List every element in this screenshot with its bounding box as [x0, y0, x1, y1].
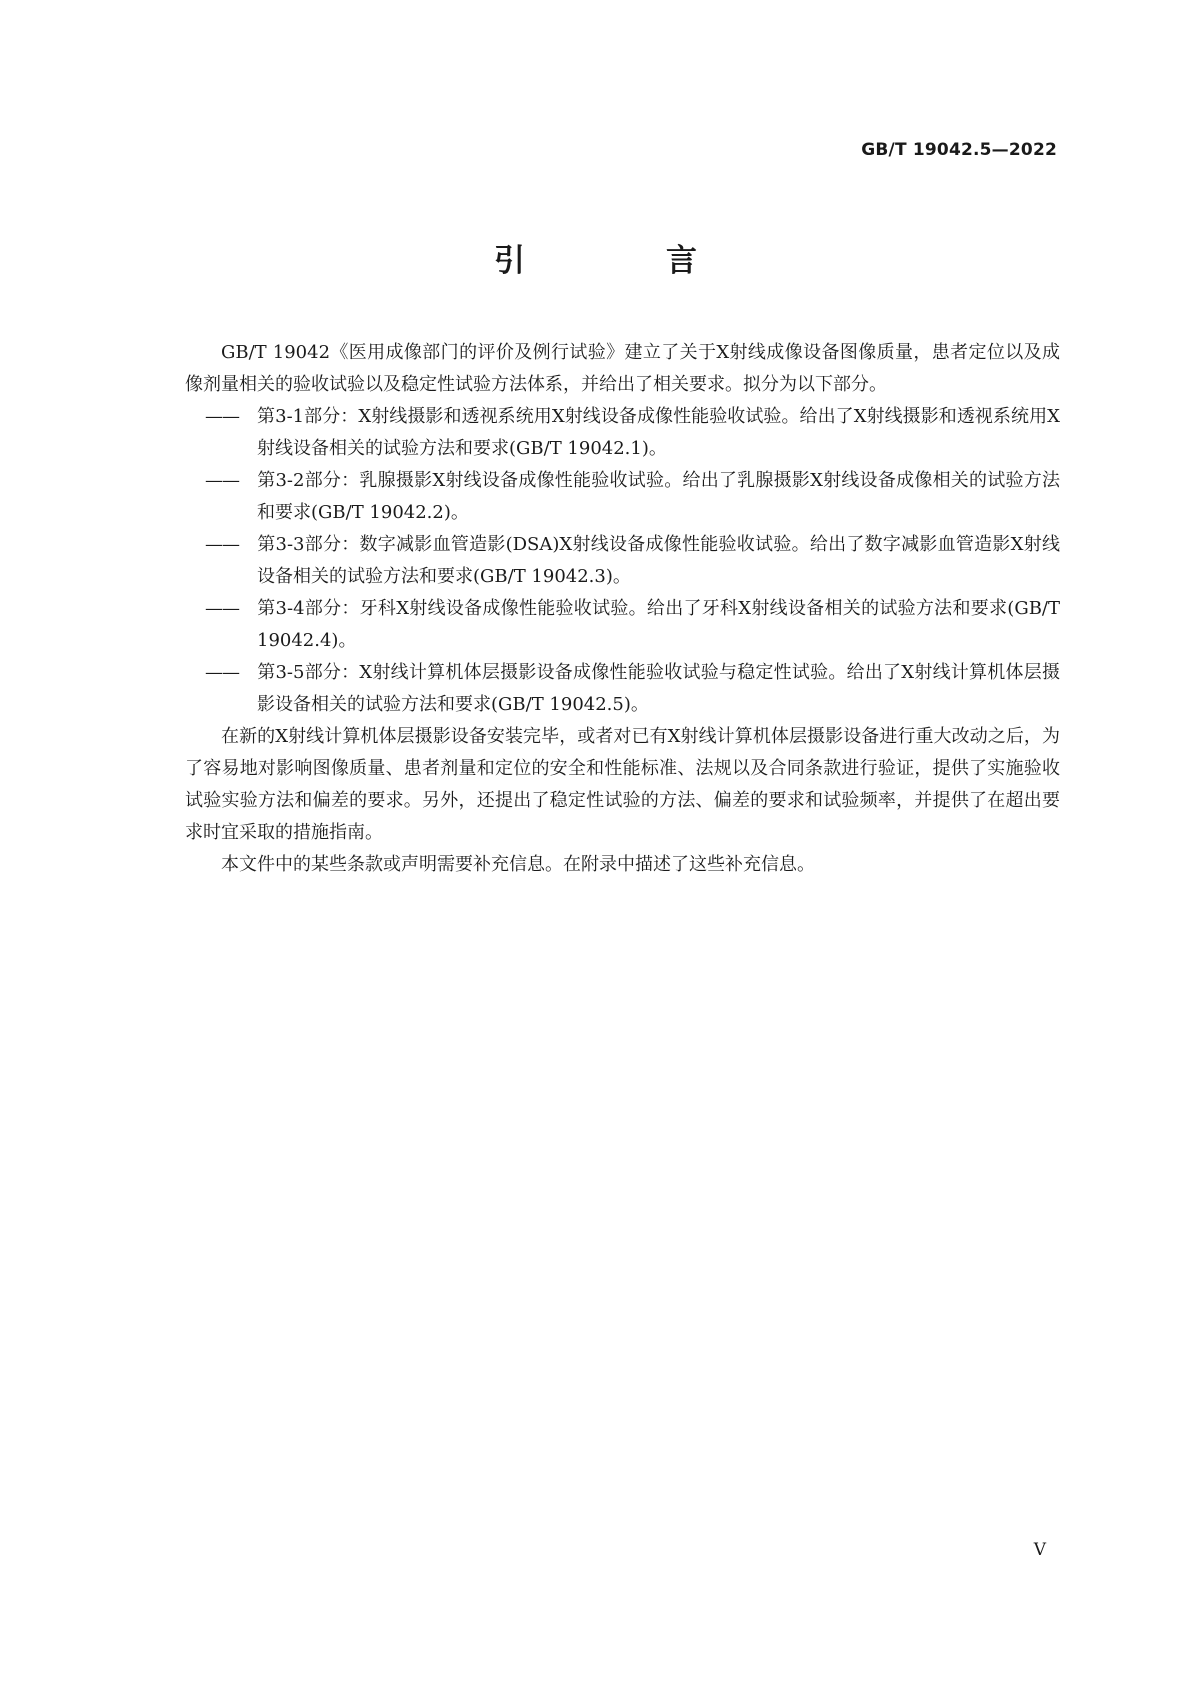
document-code: GB/T 19042.5—2022 — [861, 140, 1057, 160]
list-item-text: 第3-1部分：X射线摄影和透视系统用X射线设备成像性能验收试验。给出了X射线摄影和透视系统用X射线设备相关的试验方法和要求(GB/T 19042.1)。 — [257, 406, 1060, 459]
page-title: 引 言 — [494, 243, 752, 279]
list-item-part-3-1 — [185, 401, 1060, 465]
list-item-text: 第3-2部分：乳腺摄影X射线设备成像性能验收试验。给出了乳腺摄影X射线设备成像相关的试验方法和要求(GB/T 19042.2)。 — [257, 470, 1060, 523]
list-dash: —— — [205, 406, 239, 427]
page-number: V — [1033, 1540, 1046, 1560]
list-dash: —— — [205, 598, 239, 619]
list-dash: —— — [205, 662, 239, 683]
list-item-text: 第3-5部分：X射线计算机体层摄影设备成像性能验收试验与稳定性试验。给出了X射线计算机体层摄影设备相关的试验方法和要求(GB/T 19042.5)。 — [257, 662, 1060, 715]
list-item-part-3-2 — [185, 465, 1060, 529]
main-content — [185, 337, 1060, 881]
list-item-part-3-5 — [185, 657, 1060, 721]
list-item-part-3-4 — [185, 593, 1060, 657]
list-item-text: 第3-3部分：数字减影血管造影(DSA)X射线设备成像性能验收试验。给出了数字减影血管造影X射线设备相关的试验方法和要求(GB/T 19042.3)。 — [257, 534, 1060, 587]
list-item-text: 第3-4部分：牙科X射线设备成像性能验收试验。给出了牙科X射线设备相关的试验方法和要求(GB/T 19042.4)。 — [257, 598, 1060, 651]
body-paragraph: 在新的X射线计算机体层摄影设备安装完毕，或者对已有X射线计算机体层摄影设备进行重大改动之后，为了容易地对影响图像质量、患者剂量和定位的安全和性能标准、法规以及合同条款进行验证，提供了实施验收试验实验方法和偏差的要求。另外，还提出了稳定性试验的方法、偏差的要求和试验频率，并提供了在超出要求时宜采取的措施指南。 — [185, 726, 1060, 843]
list-item-part-3-3 — [185, 529, 1060, 593]
note-paragraph: 本文件中的某些条款或声明需要补充信息。在附录中描述了这些补充信息。 — [221, 854, 815, 875]
list-dash: —— — [205, 470, 239, 491]
intro-paragraph: GB/T 19042《医用成像部门的评价及例行试验》建立了关于X射线成像设备图像质量，患者定位以及成像剂量相关的验收试验以及稳定性试验方法体系，并给出了相关要求。拟分为以下部分。 — [185, 342, 1060, 395]
list-dash: —— — [205, 534, 239, 555]
